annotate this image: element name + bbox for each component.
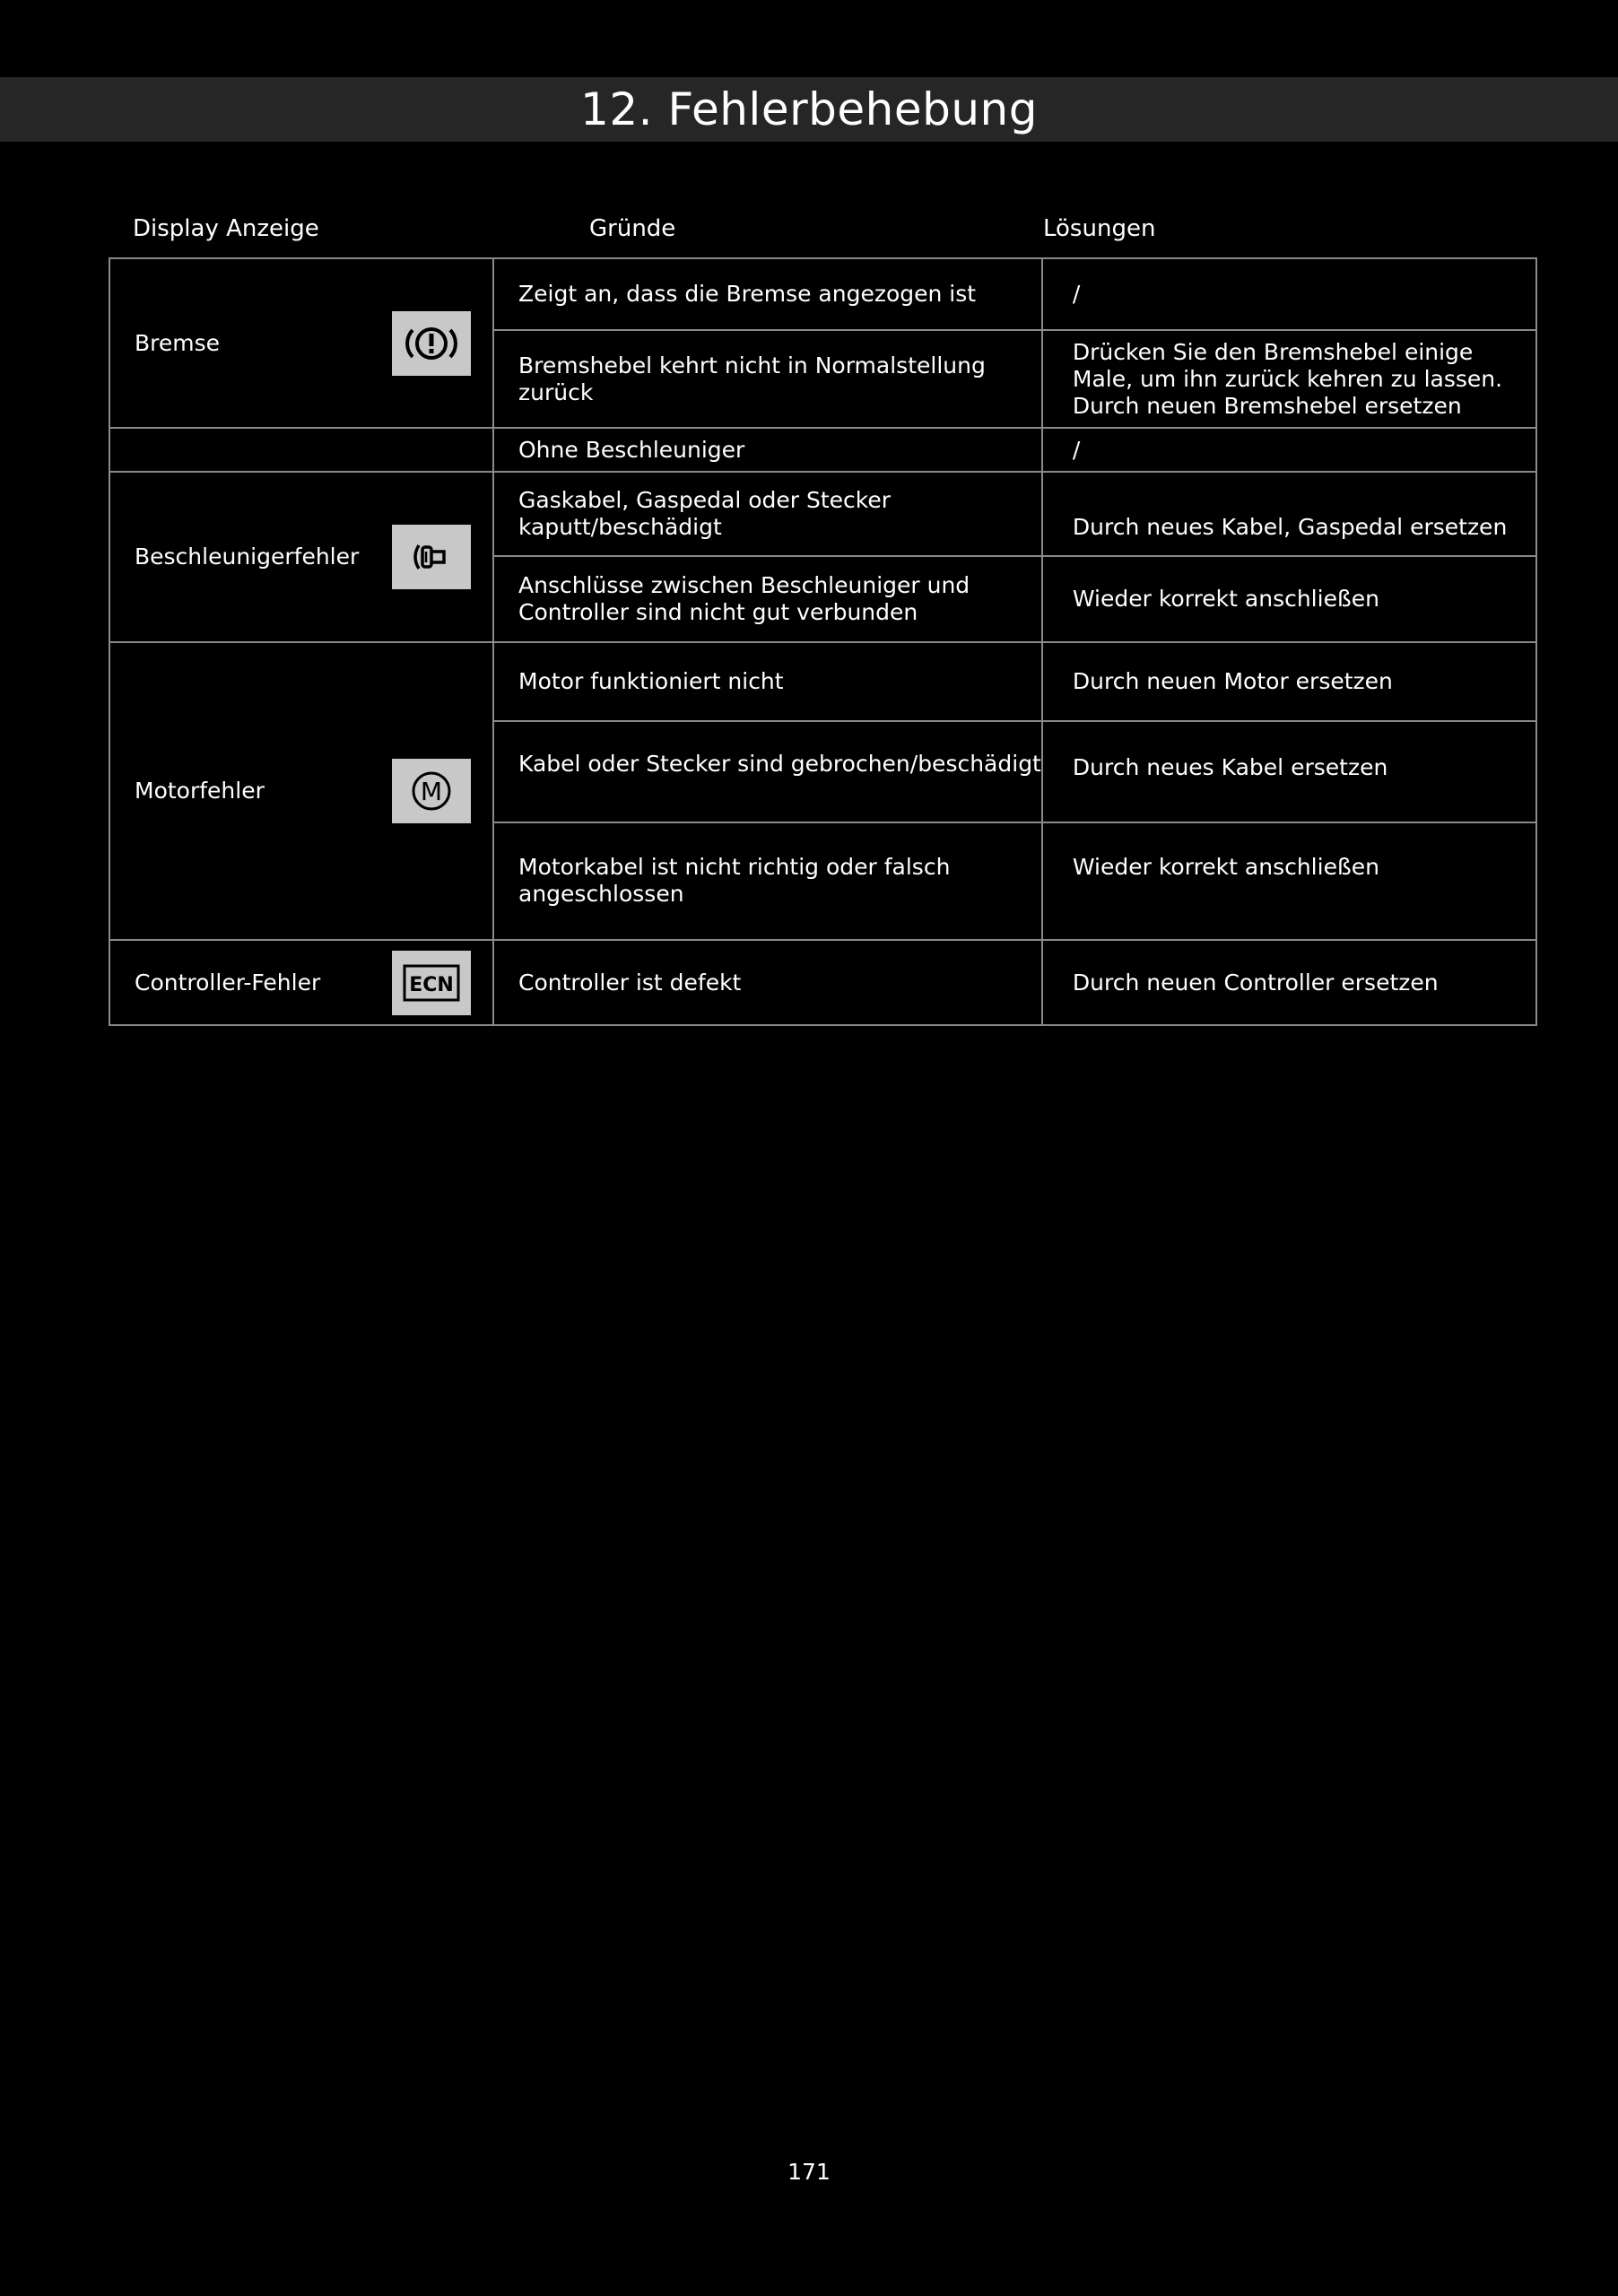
display-label-brake: Bremse [135, 329, 221, 356]
ecn-icon-text: ECN [409, 973, 454, 996]
motor-icon [392, 759, 471, 823]
display-cell-motor [109, 642, 493, 940]
reason-cell: Controller ist defekt [493, 940, 1042, 1025]
display-cell-accelerator [109, 472, 493, 642]
solution-cell: Durch neues Kabel ersetzen [1042, 721, 1536, 822]
solution-cell: Durch neuen Controller ersetzen [1042, 940, 1536, 1025]
table-row [109, 428, 1536, 472]
reason-cell: Motor funktioniert nicht [493, 642, 1042, 721]
display-cell-brake [109, 258, 493, 428]
display-label-motor: Motorfehler [135, 778, 265, 804]
solution-cell: Wieder korrekt anschließen [1042, 556, 1536, 642]
table-row [109, 258, 1536, 330]
motor-icon-letter: M [420, 777, 443, 806]
solution-cell: / [1042, 428, 1536, 472]
page-title: 12. Fehlerbehebung [580, 83, 1038, 135]
solution-cell: Durch neuen Motor ersetzen [1042, 642, 1536, 721]
page-number: 171 [787, 2159, 831, 2185]
solution-cell: / [1042, 258, 1536, 330]
reason-cell: Gaskabel, Gaspedal oder Stecker kaputt/beschädigt [493, 472, 1042, 556]
reason-cell: Bremshebel kehrt nicht in Normalstellung zurück [493, 330, 1042, 428]
column-header-reasons: Gründe [589, 215, 676, 242]
table-row [109, 642, 1536, 721]
display-label-controller: Controller-Fehler [135, 969, 321, 996]
reason-cell: Anschlüsse zwischen Beschleuniger und Controller sind nicht gut verbunden [493, 556, 1042, 642]
table-row [109, 940, 1536, 1025]
column-header-display: Display Anzeige [133, 215, 319, 242]
brake-warning-icon [392, 311, 471, 376]
title-bar [0, 77, 1618, 142]
solution-cell: Drücken Sie den Bremshebel einige Male, um ihn zurück kehren zu lassen. Durch neuen Bremshebel ersetzen [1042, 330, 1536, 428]
troubleshooting-table [109, 257, 1537, 1026]
reason-cell: Kabel oder Stecker sind gebrochen/beschädigt [493, 721, 1042, 822]
throttle-icon [392, 525, 471, 589]
display-cell-empty [109, 428, 493, 472]
table-row [109, 472, 1536, 556]
column-header-solutions: Lösungen [1043, 215, 1156, 242]
display-cell-controller [109, 940, 493, 1025]
reason-cell: Motorkabel ist nicht richtig oder falsch angeschlossen [493, 822, 1042, 940]
reason-cell: Ohne Beschleuniger [493, 428, 1042, 472]
display-label-accelerator: Beschleunigerfehler [135, 544, 360, 570]
ecn-icon [392, 951, 471, 1015]
reason-cell: Zeigt an, dass die Bremse angezogen ist [493, 258, 1042, 330]
solution-cell: Wieder korrekt anschließen [1042, 822, 1536, 940]
solution-cell: Durch neues Kabel, Gaspedal ersetzen [1042, 472, 1536, 556]
